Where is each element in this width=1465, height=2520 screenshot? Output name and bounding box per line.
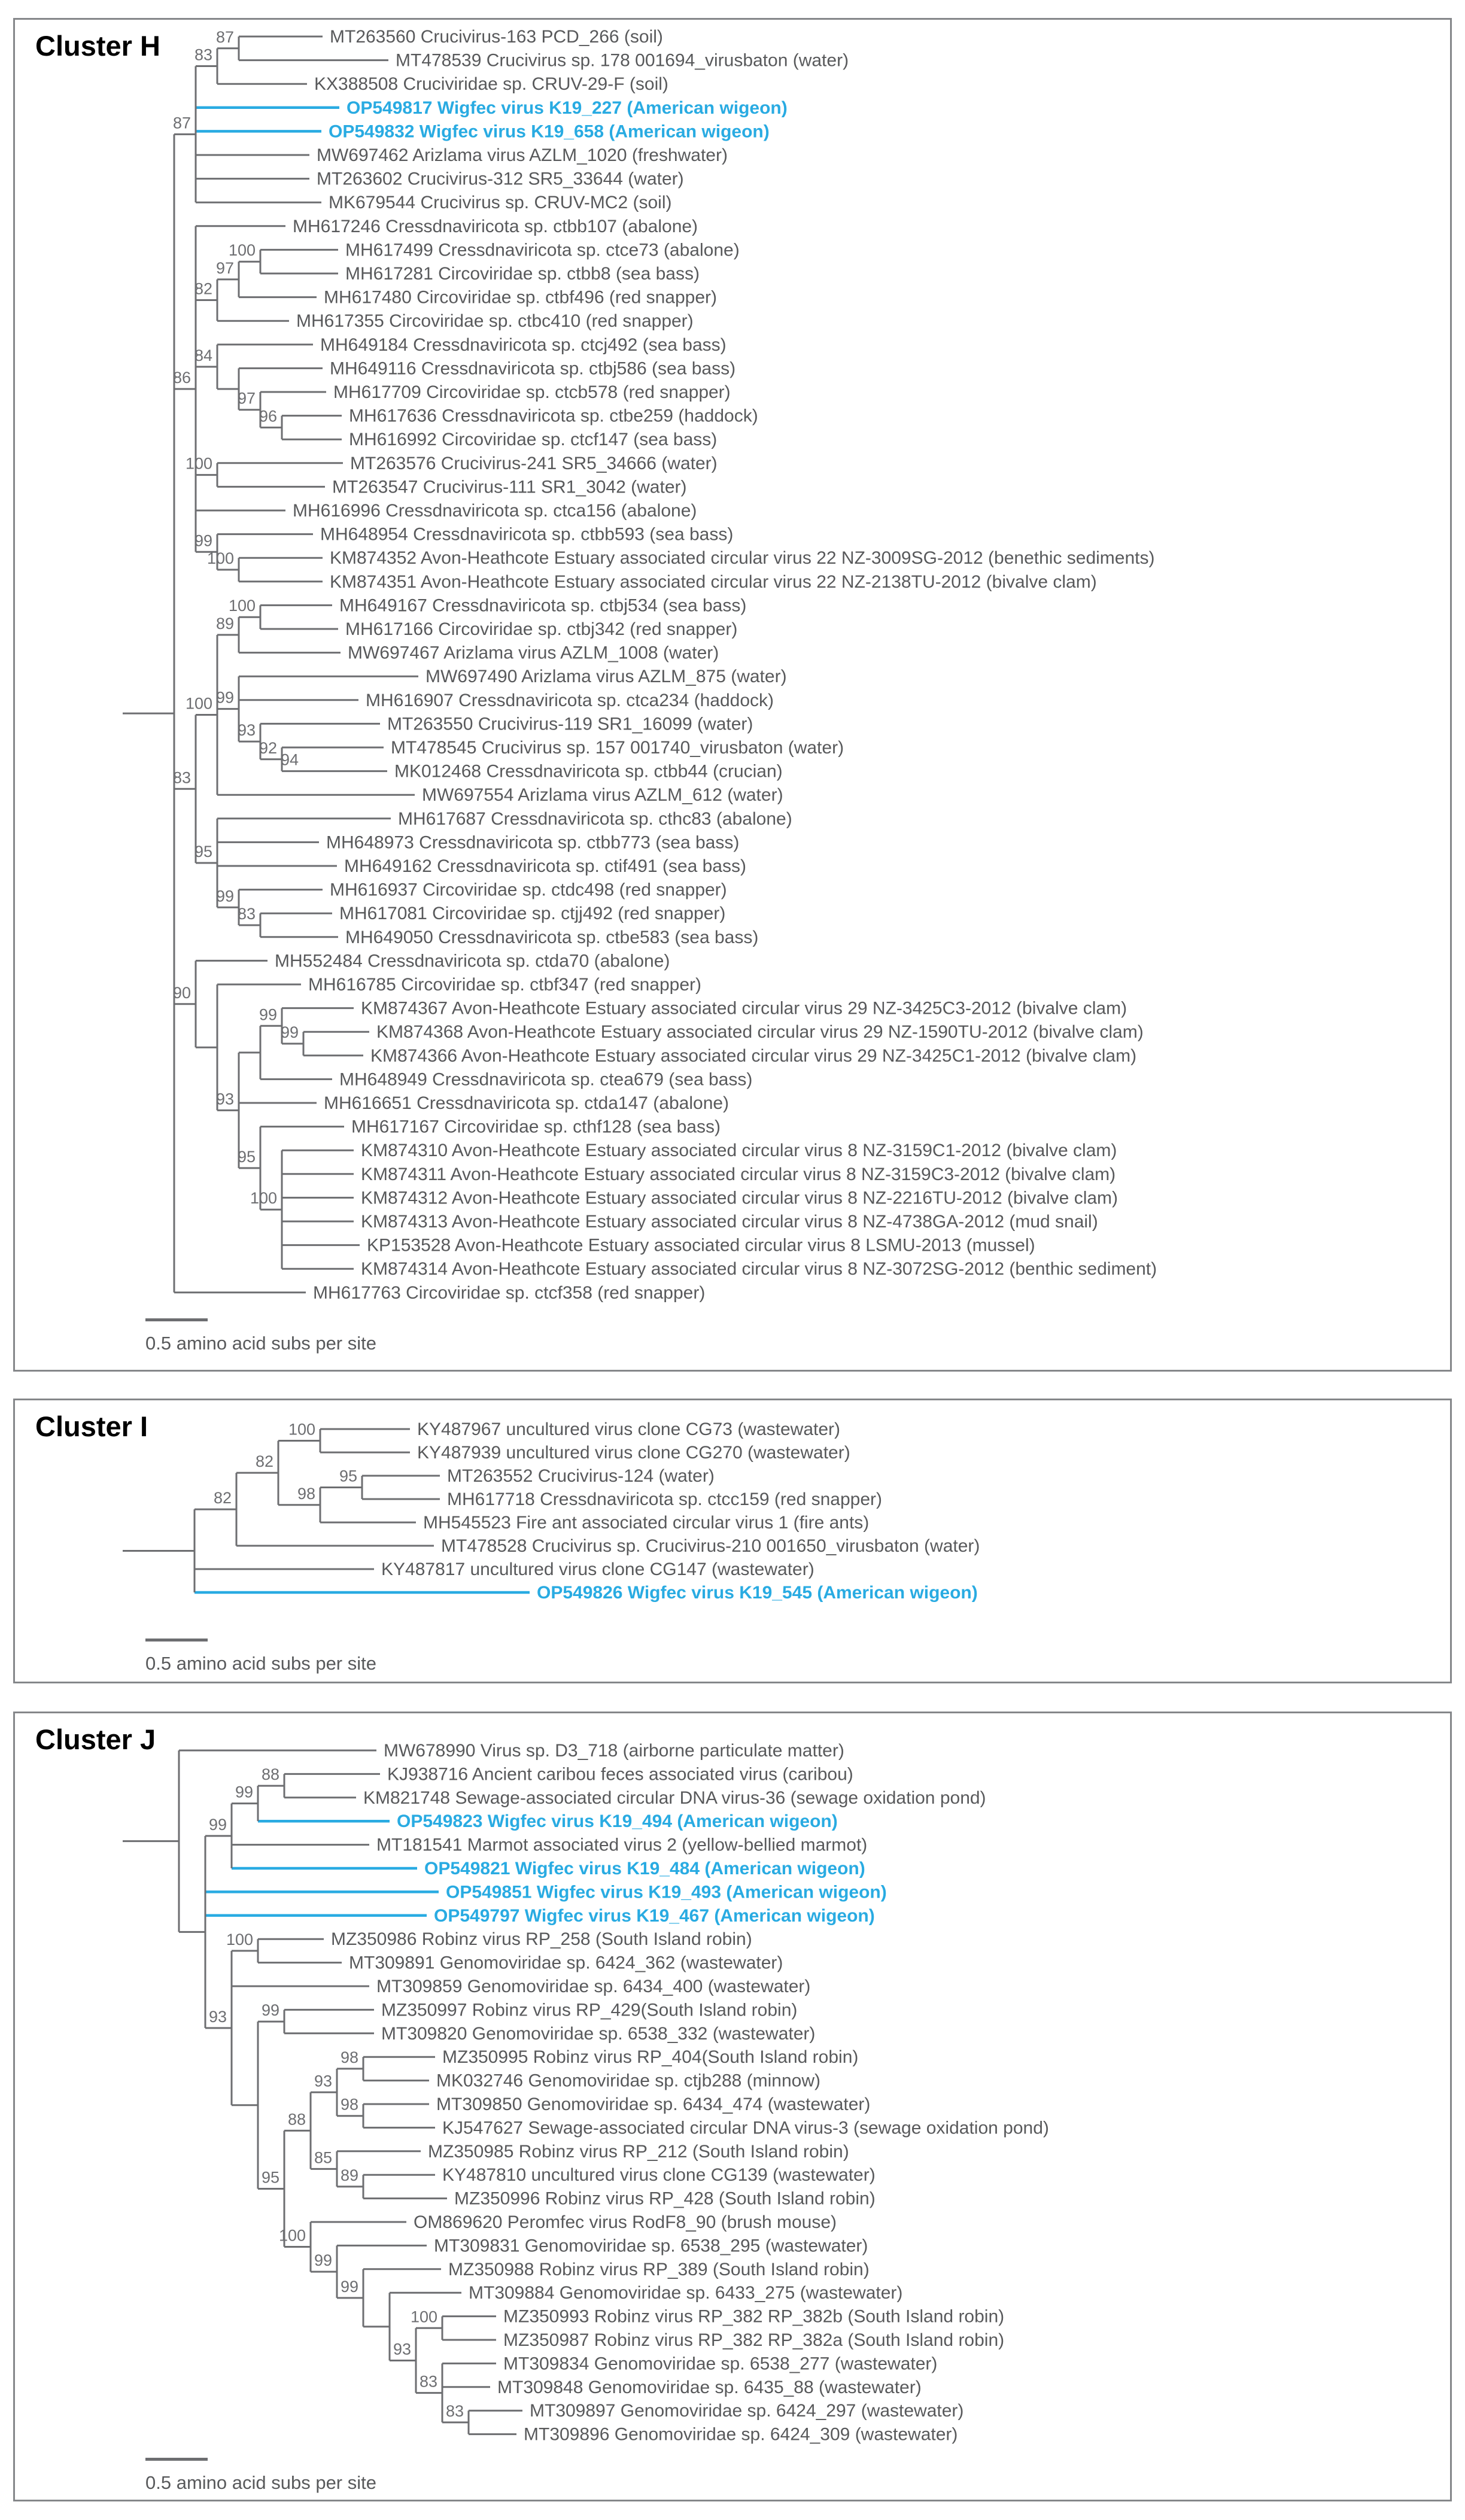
bootstrap-support-value: 100 [288, 1420, 315, 1439]
taxon-label: MH617709 Circoviridae sp. ctcb578 (red snapper) [333, 382, 731, 402]
taxon-label: MH552484 Cressdnaviricota sp. ctda70 (abalone) [275, 951, 670, 971]
taxon-label: KY487817 uncultured virus clone CG147 (wastewater) [381, 1560, 814, 1579]
bootstrap-support-value: 99 [235, 1783, 253, 1801]
taxon-label: MH616992 Circoviridae sp. ctcf147 (sea bass) [349, 430, 718, 450]
bootstrap-support-value: 100 [226, 1930, 253, 1948]
bootstrap-support-value: 82 [255, 1452, 273, 1471]
taxon-label-highlighted: OP549823 Wigfec virus K19_494 (American wigeon) [397, 1811, 838, 1832]
bootstrap-support-value: 98 [340, 2048, 358, 2066]
taxon-label: OM869620 Peromfec virus RodF8_90 (brush mouse) [414, 2212, 837, 2232]
taxon-label: MH617246 Cressdnaviricota sp. ctbb107 (abalone) [293, 216, 698, 236]
bootstrap-support-value: 93 [393, 2340, 411, 2358]
taxon-label: MZ350993 Robinz virus RP_382 RP_382b (South Island robin) [503, 2306, 1005, 2327]
taxon-label: KM874367 Avon-Heathcote Estuary associated circular virus 29 NZ-3425C3-2012 (bivalve clam) [361, 998, 1127, 1019]
cluster-h-tree [15, 20, 1450, 1370]
taxon-label: MH617687 Cressdnaviricota sp. cthc83 (abalone) [398, 808, 792, 829]
taxon-label: KM874313 Avon-Heathcote Estuary associated circular virus 8 NZ-4738GA-2012 (mud snail) [361, 1212, 1098, 1232]
cluster-panel-j [13, 1712, 1452, 2501]
bootstrap-support-value: 98 [340, 2095, 358, 2114]
taxon-label: MH648973 Cressdnaviricota sp. ctbb773 (sea bass) [326, 832, 740, 853]
taxon-label: MH649162 Cressdnaviricota sp. ctif491 (sea bass) [344, 856, 746, 876]
taxon-label: MT263552 Crucivirus-124 (water) [447, 1466, 715, 1486]
taxon-label: MH617499 Cressdnaviricota sp. ctce73 (abalone) [345, 240, 740, 260]
bootstrap-support-value: 100 [185, 454, 212, 473]
bootstrap-support-value: 98 [297, 1484, 315, 1503]
taxon-label: MT309831 Genomoviridae sp. 6538_295 (wastewater) [434, 2236, 868, 2256]
taxon-label: MZ350996 Robinz virus RP_428 (South Island robin) [454, 2188, 876, 2209]
taxon-label: MH617081 Circoviridae sp. ctjj492 (red snapper) [339, 904, 726, 924]
taxon-label: MZ350988 Robinz virus RP_389 (South Island robin) [448, 2259, 870, 2279]
taxon-label: MT263560 Crucivirus-163 PCD_266 (soil) [330, 27, 663, 47]
cluster-panel-h [13, 18, 1452, 1372]
taxon-label: MH616907 Cressdnaviricota sp. ctca234 (haddock) [366, 690, 774, 710]
bootstrap-support-value: 99 [208, 1815, 227, 1834]
cluster-j-tree [15, 1713, 1450, 2500]
taxon-label: MZ350986 Robinz virus RP_258 (South Island robin) [331, 1929, 752, 1950]
taxon-label-highlighted: OP549817 Wigfec virus K19_227 (American wigeon) [347, 98, 788, 118]
taxon-label: MZ350995 Robinz virus RP_404(South Island robin) [442, 2047, 859, 2068]
taxon-label-highlighted: OP549851 Wigfec virus K19_493 (American wigeon) [446, 1882, 887, 1902]
taxon-label: MZ350985 Robinz virus RP_212 (South Island robin) [428, 2141, 849, 2162]
taxon-label: MK012468 Cressdnaviricota sp. ctbb44 (crucian) [394, 761, 783, 782]
bootstrap-support-value: 99 [215, 887, 234, 905]
taxon-label: MK679544 Crucivirus sp. CRUV-MC2 (soil) [329, 193, 672, 213]
bootstrap-support-value: 100 [250, 1189, 277, 1208]
bootstrap-support-value: 95 [237, 1147, 256, 1166]
taxon-label: MH616937 Circoviridae sp. ctdc498 (red snapper) [330, 880, 727, 900]
taxon-label: KJ547627 Sewage-associated circular DNA virus-3 (sewage oxidation pond) [442, 2118, 1049, 2138]
cluster-i-tree [15, 1400, 1450, 1682]
bootstrap-support-value: 88 [261, 1765, 279, 1784]
bootstrap-support-value: 89 [340, 2166, 358, 2184]
taxon-label: MK032746 Genomoviridae sp. ctjb288 (minnow) [436, 2071, 820, 2091]
bootstrap-support-value: 85 [314, 2148, 332, 2167]
taxon-label: KY487810 uncultured virus clone CG139 (wastewater) [442, 2165, 876, 2185]
bootstrap-support-value: 97 [237, 389, 256, 408]
taxon-label: KY487967 uncultured virus clone CG73 (wastewater) [417, 1419, 841, 1439]
taxon-label: KM821748 Sewage-associated circular DNA virus-36 (sewage oxidation pond) [363, 1788, 986, 1808]
bootstrap-support-value: 86 [172, 369, 191, 387]
taxon-label: KJ938716 Ancient caribou feces associated virus (caribou) [387, 1764, 853, 1785]
taxon-label: KY487939 uncultured virus clone CG270 (wastewater) [417, 1443, 850, 1463]
bootstrap-support-value: 97 [215, 259, 234, 277]
bootstrap-support-value: 82 [213, 1489, 232, 1507]
taxon-label: MH648954 Cressdnaviricota sp. ctbb593 (sea bass) [320, 524, 734, 545]
taxon-label: MT309884 Genomoviridae sp. 6433_275 (wastewater) [469, 2283, 903, 2303]
bootstrap-support-value: 99 [280, 1023, 299, 1041]
taxon-label: KM874368 Avon-Heathcote Estuary associated circular virus 29 NZ-1590TU-2012 (bivalve clam) [376, 1022, 1144, 1042]
taxon-label: MH616651 Cressdnaviricota sp. ctda147 (abalone) [324, 1093, 730, 1113]
bootstrap-support-value: 100 [278, 2226, 306, 2245]
taxon-label: KM874351 Avon-Heathcote Estuary associated circular virus 22 NZ-2138TU-2012 (bivalve clam) [330, 572, 1097, 592]
taxon-label: MT309897 Genomoviridae sp. 6424_297 (wastewater) [530, 2401, 964, 2421]
cluster-j-title: Cluster J [35, 1723, 156, 1755]
cluster-j-scale-bar [145, 2458, 208, 2461]
taxon-label: MT263602 Crucivirus-312 SR5_33644 (water) [317, 169, 684, 189]
taxon-label: MT263550 Crucivirus-119 SR1_16099 (water) [387, 714, 753, 734]
taxon-label: MT263547 Crucivirus-111 SR1_3042 (water) [332, 477, 687, 497]
taxon-label: MT478528 Crucivirus sp. Crucivirus-210 001650_virusbaton (water) [441, 1536, 980, 1556]
taxon-label: MH617166 Circoviridae sp. ctbj342 (red snapper) [345, 619, 738, 639]
bootstrap-support-value: 99 [194, 531, 212, 550]
taxon-label: MW697554 Arizlama virus AZLM_612 (water) [422, 785, 783, 805]
bootstrap-support-value: 89 [215, 614, 234, 633]
bootstrap-support-value: 90 [172, 983, 191, 1002]
taxon-label: MW697490 Arizlama virus AZLM_875 (water) [425, 667, 787, 687]
taxon-label: MZ350987 Robinz virus RP_382 RP_382a (South Island robin) [503, 2330, 1005, 2350]
bootstrap-support-value: 84 [194, 346, 212, 364]
cluster-j-scale-label: 0.5 amino acid subs per site [145, 2472, 376, 2493]
bootstrap-support-value: 100 [185, 694, 212, 713]
bootstrap-support-value: 83 [445, 2402, 464, 2420]
taxon-label: MW697462 Arizlama virus AZLM_1020 (freshwater) [317, 145, 728, 165]
taxon-label: KM874366 Avon-Heathcote Estuary associated circular virus 29 NZ-3425C1-2012 (bivalve clam) [370, 1045, 1137, 1066]
taxon-label: MH649050 Cressdnaviricota sp. ctbe583 (sea bass) [345, 927, 759, 947]
taxon-label: MH649167 Cressdnaviricota sp. ctbj534 (sea bass) [339, 595, 747, 616]
taxon-label: MH649116 Cressdnaviricota sp. ctbj586 (sea bass) [330, 358, 736, 379]
bootstrap-support-value: 100 [410, 2308, 437, 2326]
taxon-label: MT309820 Genomoviridae sp. 6538_332 (wastewater) [381, 2023, 816, 2044]
taxon-label: MH617718 Cressdnaviricota sp. ctcc159 (red snapper) [447, 1489, 883, 1509]
bootstrap-support-value: 95 [261, 2168, 279, 2187]
taxon-label: MT309834 Genomoviridae sp. 6538_277 (wastewater) [503, 2354, 938, 2374]
taxon-label: MT478545 Crucivirus sp. 157 001740_virusbaton (water) [391, 738, 844, 758]
bootstrap-support-value: 92 [259, 738, 277, 757]
taxon-label-highlighted: OP549797 Wigfec virus K19_467 (American wigeon) [434, 1905, 875, 1926]
bootstrap-support-value: 99 [340, 2277, 358, 2296]
bootstrap-support-value: 83 [194, 45, 212, 64]
bootstrap-support-value: 83 [419, 2372, 437, 2391]
bootstrap-support-value: 99 [259, 1005, 277, 1024]
bootstrap-support-value: 93 [215, 1090, 234, 1108]
bootstrap-support-value: 93 [314, 2072, 332, 2090]
taxon-label: KM874352 Avon-Heathcote Estuary associated circular virus 22 NZ-3009SG-2012 (benethic sediments) [330, 548, 1155, 569]
taxon-label: MT309859 Genomoviridae sp. 6434_400 (wastewater) [376, 1977, 811, 1996]
bootstrap-support-value: 83 [172, 768, 191, 787]
taxon-label: MH617480 Circoviridae sp. ctbf496 (red snapper) [324, 287, 717, 308]
taxon-label: MT181541 Marmot associated virus 2 (yellow-bellied marmot) [376, 1835, 868, 1855]
bootstrap-support-value: 93 [208, 2007, 227, 2026]
cluster-h-scale-bar [145, 1318, 208, 1321]
taxon-label: MT478539 Crucivirus sp. 178 001694_virusbaton (water) [396, 50, 849, 71]
bootstrap-support-value: 87 [215, 28, 234, 46]
bootstrap-support-value: 83 [237, 905, 256, 923]
taxon-label-highlighted: OP549821 Wigfec virus K19_484 (American wigeon) [424, 1859, 865, 1878]
taxon-label: MH617636 Cressdnaviricota sp. ctbe259 (haddock) [349, 406, 758, 426]
taxon-label: KM874311 Avon-Heathcote Estuary associated circular virus 8 NZ-3159C3-2012 (bivalve clam) [361, 1164, 1116, 1184]
taxon-label: KM874314 Avon-Heathcote Estuary associated circular virus 8 NZ-3072SG-2012 (benthic sediment) [361, 1259, 1157, 1279]
taxon-label: MH617355 Circoviridae sp. ctbc410 (red snapper) [296, 311, 694, 332]
bootstrap-support-value: 96 [259, 407, 277, 425]
taxon-label: MH648949 Cressdnaviricota sp. ctea679 (sea bass) [339, 1069, 753, 1090]
taxon-label: MW678990 Virus sp. D3_718 (airborne particulate matter) [384, 1741, 844, 1761]
cluster-i-title: Cluster I [35, 1411, 148, 1442]
bootstrap-support-value: 95 [339, 1467, 357, 1485]
bootstrap-support-value: 100 [228, 241, 256, 260]
taxon-label-highlighted: OP549826 Wigfec virus K19_545 (American wigeon) [537, 1583, 978, 1603]
cluster-i-scale-label: 0.5 amino acid subs per site [145, 1653, 376, 1674]
taxon-label: MZ350997 Robinz virus RP_429(South Island robin) [381, 2000, 798, 2020]
taxon-label: MT263576 Crucivirus-241 SR5_34666 (water) [350, 453, 718, 473]
bootstrap-support-value: 100 [228, 597, 256, 615]
taxon-label: MT309891 Genomoviridae sp. 6424_362 (wastewater) [349, 1953, 783, 1973]
taxon-label: MH545523 Fire ant associated circular virus 1 (fire ants) [423, 1513, 870, 1533]
bootstrap-support-value: 95 [194, 843, 212, 861]
bootstrap-support-value: 99 [215, 688, 234, 707]
taxon-label: MT309896 Genomoviridae sp. 6424_309 (wastewater) [524, 2424, 958, 2445]
bootstrap-support-value: 82 [194, 279, 212, 298]
bootstrap-support-value: 94 [280, 750, 299, 769]
bootstrap-support-value: 93 [237, 721, 256, 740]
taxon-label: MW697467 Arizlama virus AZLM_1008 (water) [348, 643, 719, 663]
bootstrap-support-value: 99 [314, 2251, 332, 2270]
taxon-label: KX388508 Cruciviridae sp. CRUV-29-F (soil) [314, 74, 668, 95]
taxon-label: MT309850 Genomoviridae sp. 6434_474 (wastewater) [436, 2095, 871, 2114]
taxon-label: MH616996 Cressdnaviricota sp. ctca156 (abalone) [293, 501, 697, 521]
taxon-label: KM874312 Avon-Heathcote Estuary associated circular virus 8 NZ-2216TU-2012 (bivalve clam) [361, 1188, 1118, 1208]
bootstrap-support-value: 88 [287, 2110, 306, 2129]
taxon-label: KP153528 Avon-Heathcote Estuary associated circular virus 8 LSMU-2013 (mussel) [367, 1235, 1035, 1256]
taxon-label: MH617281 Circoviridae sp. ctbb8 (sea bass) [345, 264, 700, 284]
cluster-panel-i [13, 1399, 1452, 1683]
cluster-h-scale-label: 0.5 amino acid subs per site [145, 1333, 376, 1354]
taxon-label: MT309848 Genomoviridae sp. 6435_88 (wastewater) [497, 2377, 922, 2397]
bootstrap-support-value: 100 [206, 549, 234, 567]
cluster-i-scale-bar [145, 1639, 208, 1642]
taxon-label: MH617167 Circoviridae sp. cthf128 (sea bass) [351, 1117, 721, 1137]
taxon-label: MH649184 Cressdnaviricota sp. ctcj492 (sea bass) [320, 335, 727, 355]
cluster-h-title: Cluster H [35, 30, 160, 62]
taxon-label-highlighted: OP549832 Wigfec virus K19_658 (American wigeon) [329, 121, 770, 142]
taxon-label: KM874310 Avon-Heathcote Estuary associated circular virus 8 NZ-3159C1-2012 (bivalve clam) [361, 1141, 1117, 1161]
bootstrap-support-value: 99 [261, 2001, 279, 2020]
taxon-label: MH617763 Circoviridae sp. ctcf358 (red snapper) [313, 1282, 706, 1303]
taxon-label: MH616785 Circoviridae sp. ctbf347 (red snapper) [308, 975, 701, 995]
bootstrap-support-value: 87 [172, 114, 191, 132]
